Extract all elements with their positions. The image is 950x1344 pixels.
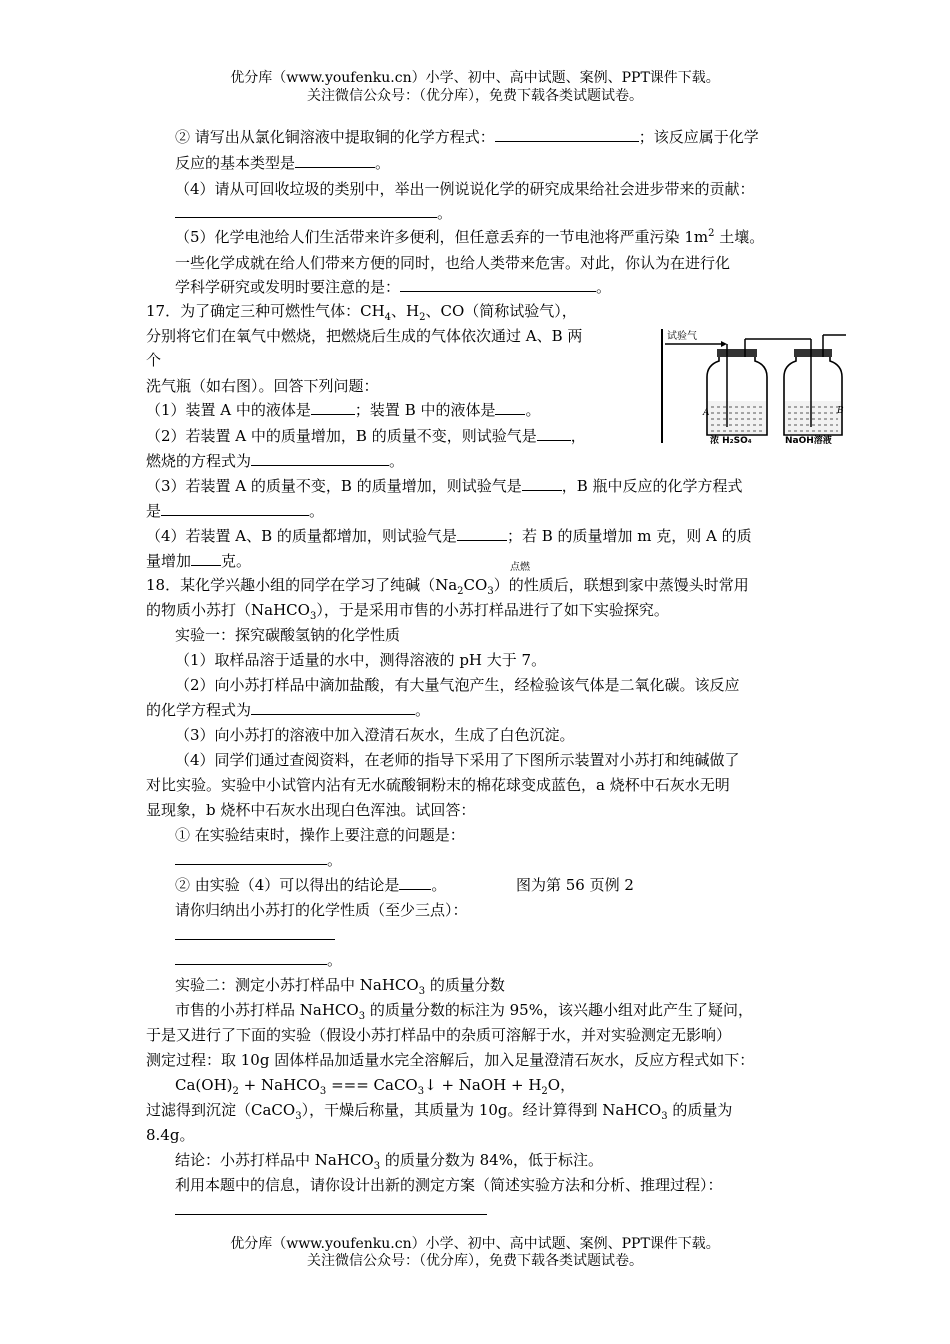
q18-question3-answer2: 。 (175, 949, 342, 971)
gas-label: 试验气 (667, 331, 697, 342)
q18-step3: （3）向小苏打的溶液中加入澄清石灰水，生成了白色沉淀。 (175, 726, 575, 744)
answer-blank (175, 203, 437, 218)
answer-blank (175, 925, 335, 940)
q17-part4-line2: 量增加 克。 (146, 552, 252, 570)
q18-question2: ② 由实验（4）可以得出的结论是 。 (175, 876, 447, 894)
q16-part5-line1: （5）化学电池给人们生活带来许多便利，但任意丢弃的一节电池将严重污染 $1m^2$ 土壤。 (175, 228, 765, 246)
ignite-label: 点燃 (510, 562, 530, 573)
q17-part3-line2: 是 。 (146, 502, 325, 520)
q16-part4-line2: 。 (175, 202, 452, 224)
q17-line3: 个 (146, 351, 162, 369)
q18-step1: （1）取样品溶于适量的水中，测得溶液的 pH 大于 7。 (175, 651, 547, 669)
q18-exp2-line4: 过滤得到沉淀（CaCO$_3$），干燥后称量，其质量为 10g。经计算得到 NaHCO$_3$ 的质量为 (146, 1101, 733, 1122)
q18-exp2-line3: 测定过程：取 10g 固体样品加适量水完全溶解后，加入足量澄清石灰水，反应方程式如下： (146, 1051, 755, 1069)
liquid-a-label: 浓 H₂SO₄ (710, 436, 752, 444)
q16-part5-line2: 一些化学成就在给人们带来方便的同时，也给人类带来危害。对此，你认为在进行化 (175, 254, 731, 272)
q18-intro-line1: 18．某化学兴趣小组的同学在学习了纯碱$(Na_2CO_3)$的性质后，联想到家中蒸馒头时常用 (146, 576, 749, 597)
q18-figure-note: 图为第 56 页例 2 (516, 876, 634, 894)
q17-part4-line1: （4）若装置 A、B 的质量都增加，则试验气是 ；若 B 的质量增加 m 克，则 A 的质 (146, 527, 752, 545)
answer-blank (399, 875, 431, 890)
answer-blank (175, 950, 327, 965)
header-line-1: 优分库（www.youfenku.cn）小学、初中、高中试题、案例、PPT课件下载。 (230, 70, 720, 86)
gas-washing-bottles-figure (661, 327, 846, 444)
answer-blank (175, 850, 327, 865)
footer-line-2: 关注微信公众号：（优分库），免费下载各类试题试卷。 (307, 1253, 643, 1269)
answer-blank (522, 476, 562, 491)
answer-blank (251, 451, 389, 466)
answer-blank (495, 127, 639, 142)
q18-intro-line2: 的物质小苏打（NaHCO$_3$），于是采用市售的小苏打样品进行了如下实验探究。 (146, 601, 669, 622)
answer-blank (311, 400, 355, 415)
q18-exp2-line2: 于是又进行了下面的实验（假设小苏打样品中的杂质可溶解于水，并对实验测定无影响） (146, 1026, 732, 1044)
q17-part2-line1: （2）若装置 A 中的质量增加，B 的质量不变，则试验气是 ， (146, 427, 586, 445)
header-line-2: 关注微信公众号：（优分库），免费下载各类试题试卷。 (307, 88, 643, 104)
label-a: A (703, 408, 710, 418)
q18-step4-line3: 显现象，b 烧杯中石灰水出现白色浑浊。试回答： (146, 801, 476, 819)
q16-part2-line1: ② 请写出从氯化铜溶液中提取铜的化学方程式： ；该反应属于化学 (175, 128, 759, 146)
answer-blank (295, 153, 375, 168)
answer-blank (251, 700, 415, 715)
q18-step2-line2: 的化学方程式为 。 (146, 701, 431, 719)
q18-question1: ① 在实验结束时，操作上要注意的问题是： (175, 826, 465, 844)
liquid-b-label: NaOH溶液 (785, 436, 832, 444)
answer-blank (457, 526, 507, 541)
q18-equation: $Ca(OH)_2$ + NaHCO$_3$ === CaCO$_3$↓ + NaOH + $H_2O$， (175, 1076, 576, 1097)
q18-exp2-line5: 8.4g。 (146, 1126, 195, 1144)
label-b: B (837, 406, 844, 416)
q18-question3: 请你归纳出小苏打的化学性质（至少三点）： (175, 901, 468, 919)
q17-part3-line1: （3）若装置 A 的质量不变，B 的质量增加，则试验气是 ，B 瓶中反应的化学方程式 (146, 477, 743, 495)
answer-blank (175, 1200, 487, 1215)
q18-step4-line2: 对比实验。实验中小试管内沾有无水硫酸铜粉末的棉花球变成蓝色，a 烧杯中石灰水无明 (146, 776, 730, 794)
q18-question3-answer1 (175, 924, 335, 946)
q18-design-answer (175, 1199, 487, 1221)
q18-exp2-title: 实验二：测定小苏打样品中 NaHCO$_3$ 的质量分数 (175, 976, 505, 997)
q17-part1: （1）装置 A 中的液体是 ；装置 B 中的液体是 。 (146, 401, 541, 419)
q16-part2-line2: 反应的基本类型是 。 (175, 154, 391, 172)
q17-part2-line2: 燃烧的方程式为 。 (146, 452, 405, 470)
q18-exp2-line1: 市售的小苏打样品 NaHCO$_3$ 的质量分数的标注为 95%，该兴趣小组对此产生了疑问， (175, 1001, 753, 1022)
q18-design-prompt: 利用本题中的信息，请你设计出新的测定方案（简述实验方法和分析、推理过程）： (175, 1176, 723, 1194)
answer-blank (161, 501, 309, 516)
answer-blank (537, 426, 571, 441)
q18-step4-line1: （4）同学们通过查阅资料，在老师的指导下采用了下图所示装置对小苏打和纯碱做了 (175, 751, 740, 769)
footer-line-1: 优分库（www.youfenku.cn）小学、初中、高中试题、案例、PPT课件下载。 (230, 1236, 720, 1252)
q17-title: 17．为了确定三种可燃性气体：$CH_4$、$H_2$、CO（简称试验气）， (146, 302, 577, 323)
answer-blank (400, 277, 596, 292)
q18-question1-answer: 。 (175, 849, 342, 871)
q18-conclusion: 结论：小苏打样品中 NaHCO$_3$ 的质量分数为 84%，低于标注。 (175, 1151, 603, 1172)
q18-step2-line1: （2）向小苏打样品中滴加盐酸，有大量气泡产生，经检验该气体是二氧化碳。该反应 (175, 676, 740, 694)
answer-blank (495, 400, 525, 415)
answer-blank (191, 551, 221, 566)
q16-part5-line3: 学科学研究或发明时要注意的是： 。 (175, 278, 612, 296)
q17-line4: 洗气瓶（如右图）。回答下列问题： (146, 377, 379, 395)
q18-exp1-title: 实验一：探究碳酸氢钠的化学性质 (175, 626, 401, 644)
q17-line2: 分别将它们在氧气中燃烧，把燃烧后生成的气体依次通过 A、B 两 (146, 327, 583, 345)
q16-part4-line1: （4）请从可回收垃圾的类别中，举出一例说说化学的研究成果给社会进步带来的贡献： (175, 180, 755, 198)
